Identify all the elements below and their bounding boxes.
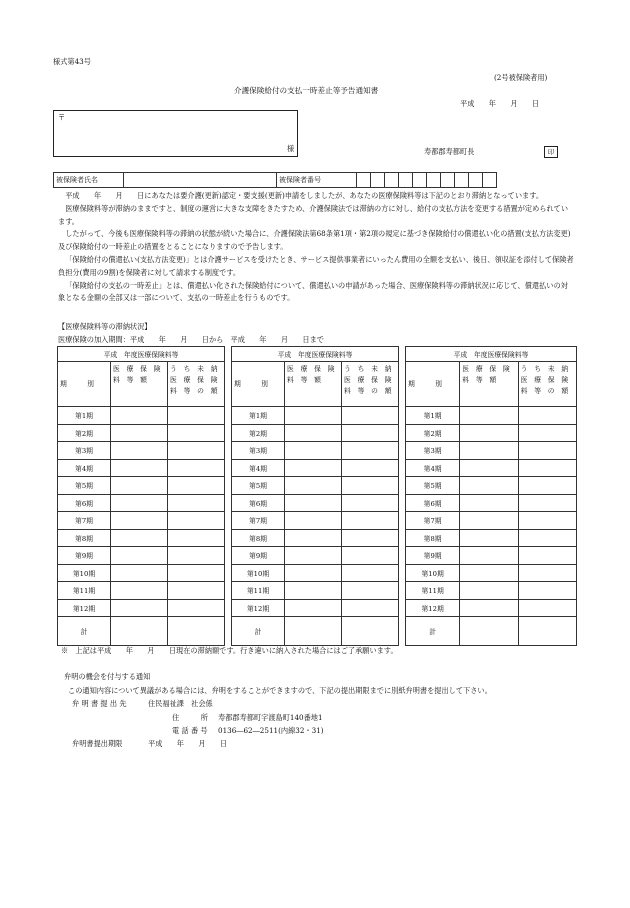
address-value: 寿都郡寿都町字渡島町140番地1 xyxy=(218,713,323,722)
premium-amount-cell[interactable] xyxy=(285,582,342,600)
period-label: 第7期 xyxy=(232,512,285,530)
total-row xyxy=(406,617,577,646)
unpaid-amount-cell[interactable] xyxy=(518,442,576,460)
unpaid-amount-cell[interactable] xyxy=(168,424,225,442)
period-column-header: 期 別 xyxy=(232,362,285,407)
premium-amount-column-header: 医 療 保 険 料 等 額 xyxy=(460,362,518,407)
premium-amount-column-header: 医 療 保 険 料 等 額 xyxy=(285,362,342,407)
honorific-sama: 様 xyxy=(287,144,295,153)
fiscal-year-header: 平成 年度医療保険料等 xyxy=(406,347,577,362)
unpaid-amount-cell[interactable] xyxy=(518,407,576,425)
insured-number-digit[interactable] xyxy=(385,173,399,188)
unpaid-amount-cell[interactable] xyxy=(518,459,576,477)
period-label: 第9期 xyxy=(232,547,285,565)
period-label: 第2期 xyxy=(232,424,285,442)
period-label: 第1期 xyxy=(232,407,285,425)
period-label: 第5期 xyxy=(58,477,111,495)
unpaid-amount-cell[interactable] xyxy=(168,512,225,530)
fiscal-year-header: 平成 年度医療保険料等 xyxy=(232,347,399,362)
unpaid-amount-column-header: う ち 未 納 医 療 保 険 料 等 の 額 xyxy=(518,362,576,407)
period-label: 第10期 xyxy=(58,564,111,582)
unpaid-amount-cell[interactable] xyxy=(518,512,576,530)
unpaid-amount-cell[interactable] xyxy=(342,407,399,425)
table-row xyxy=(406,599,577,617)
premium-amount-cell[interactable] xyxy=(460,547,518,565)
table-row xyxy=(232,582,399,600)
unpaid-amount-cell[interactable] xyxy=(342,564,399,582)
table-row xyxy=(232,477,399,495)
deadline-label: 弁明書提出期限 xyxy=(72,739,123,748)
body-paragraph: 「保険給付の支払の一時差止」とは、償還払い化された保険給付について、償還払いの申請があった場合、医療保険料等の滞納状況に応じて、償還払いの対象となる金額の全部又は一部について、支払の一時差止を行うものです。 xyxy=(58,280,568,303)
submission-destination-label: 弁 明 書 提 出 先 xyxy=(72,699,127,708)
deadline-value: 平成 年 月 日 xyxy=(148,739,228,748)
premium-history-table xyxy=(405,346,577,646)
period-label: 第3期 xyxy=(406,442,460,460)
phone-label: 電 話 番 号 xyxy=(172,726,208,735)
table-row xyxy=(406,424,577,442)
premium-amount-cell[interactable] xyxy=(460,564,518,582)
table-row xyxy=(232,547,399,565)
table-row xyxy=(58,477,225,495)
submission-destination-value: 住民福祉課 社会係 xyxy=(148,699,213,708)
explanation-text: この通知内容について異議がある場合には、弁明をすることができますので、下記の提出期限までに別紙弁明書を提出して下さい。 xyxy=(68,686,492,695)
premium-amount-cell[interactable] xyxy=(285,459,342,477)
premium-amount-cell[interactable] xyxy=(460,407,518,425)
premium-amount-cell[interactable] xyxy=(285,494,342,512)
premium-history-table xyxy=(57,346,225,646)
premium-amount-cell[interactable] xyxy=(111,599,168,617)
period-column-header: 期 別 xyxy=(58,362,111,407)
unpaid-amount-cell[interactable] xyxy=(342,547,399,565)
unpaid-amount-cell[interactable] xyxy=(518,477,576,495)
table-row xyxy=(58,599,225,617)
unpaid-amount-cell[interactable] xyxy=(518,564,576,582)
insured-number-digit[interactable] xyxy=(469,173,483,188)
period-label: 第8期 xyxy=(406,529,460,547)
premium-amount-cell[interactable] xyxy=(285,547,342,565)
period-label: 第12期 xyxy=(58,599,111,617)
premium-amount-cell[interactable] xyxy=(285,564,342,582)
insured-number-digit[interactable] xyxy=(427,173,441,188)
period-label: 第5期 xyxy=(406,477,460,495)
enrollment-period: 医療保険の加入期間：平成 年 月 日から 平成 年 月 日まで xyxy=(58,335,324,344)
premium-total-cell[interactable] xyxy=(460,617,518,646)
period-label: 第10期 xyxy=(406,564,460,582)
unpaid-amount-cell[interactable] xyxy=(342,477,399,495)
issuer-name: 寿都郡寿都町長 xyxy=(424,147,475,156)
premium-amount-cell[interactable] xyxy=(460,442,518,460)
period-label: 第1期 xyxy=(58,407,111,425)
unpaid-amount-cell[interactable] xyxy=(168,459,225,477)
premium-amount-cell[interactable] xyxy=(111,582,168,600)
unpaid-amount-cell[interactable] xyxy=(518,494,576,512)
insured-number-digit[interactable] xyxy=(357,173,371,188)
postal-mark: 〒 xyxy=(58,113,66,122)
table-row xyxy=(406,407,577,425)
unpaid-amount-cell[interactable] xyxy=(168,442,225,460)
table-row xyxy=(232,442,399,460)
unpaid-total-cell[interactable] xyxy=(342,617,399,646)
period-label: 第11期 xyxy=(58,582,111,600)
premium-amount-cell[interactable] xyxy=(285,442,342,460)
unpaid-amount-cell[interactable] xyxy=(342,459,399,477)
period-label: 第7期 xyxy=(58,512,111,530)
premium-amount-cell[interactable] xyxy=(460,494,518,512)
premium-amount-cell[interactable] xyxy=(285,407,342,425)
total-row xyxy=(232,617,399,646)
phone-value: 0136―62―2511(内線32・31) xyxy=(218,726,324,735)
address-box[interactable] xyxy=(53,110,298,157)
premium-amount-cell[interactable] xyxy=(460,477,518,495)
period-label: 第1期 xyxy=(406,407,460,425)
unpaid-amount-cell[interactable] xyxy=(518,547,576,565)
table-row xyxy=(58,512,225,530)
unpaid-amount-cell[interactable] xyxy=(342,582,399,600)
status-heading: 【医療保険料等の滞納状況】 xyxy=(58,322,152,331)
table-row xyxy=(58,459,225,477)
period-column-header: 期 別 xyxy=(406,362,460,407)
premium-amount-cell[interactable] xyxy=(460,459,518,477)
unpaid-amount-cell[interactable] xyxy=(342,442,399,460)
period-label: 第3期 xyxy=(232,442,285,460)
unpaid-amount-cell[interactable] xyxy=(342,512,399,530)
premium-amount-cell[interactable] xyxy=(460,424,518,442)
document-title: 介護保険給付の支払一時差止等予告通知書 xyxy=(234,86,379,95)
total-label: 計 xyxy=(406,617,460,646)
table-row xyxy=(58,547,225,565)
unpaid-amount-cell[interactable] xyxy=(168,564,225,582)
insured-number-digit[interactable] xyxy=(399,173,413,188)
period-label: 第4期 xyxy=(406,459,460,477)
period-label: 第8期 xyxy=(232,529,285,547)
table-row xyxy=(232,529,399,547)
balance-note: ※ 上記は平成 年 月 日現在の滞納額です。行き違いに納入された場合にはご了承願います。 xyxy=(61,646,398,655)
applies-to-label: (2号被保険者用) xyxy=(494,73,548,82)
body-paragraph: 医療保険料等が滞納のままですと、制度の運営に大きな支障をきたすため、介護保険法では滞納の方に対し、給付の支払方法を変更する措置が定められています。 xyxy=(58,203,569,226)
table-row xyxy=(232,459,399,477)
period-label: 第11期 xyxy=(406,582,460,600)
insured-number-digit[interactable] xyxy=(455,173,469,188)
insured-number-digit[interactable] xyxy=(371,173,385,188)
unpaid-amount-cell[interactable] xyxy=(518,599,576,617)
premium-amount-cell[interactable] xyxy=(111,529,168,547)
unpaid-amount-cell[interactable] xyxy=(518,582,576,600)
unpaid-total-cell[interactable] xyxy=(168,617,225,646)
period-label: 第9期 xyxy=(58,547,111,565)
table-row xyxy=(406,442,577,460)
premium-total-cell[interactable] xyxy=(111,617,168,646)
period-label: 第2期 xyxy=(406,424,460,442)
premium-amount-column-header: 医 療 保 険 料 等 額 xyxy=(111,362,168,407)
unpaid-amount-cell[interactable] xyxy=(168,494,225,512)
insured-name-label: 被保険者氏名 xyxy=(54,173,124,188)
unpaid-amount-cell[interactable] xyxy=(168,547,225,565)
table-row xyxy=(406,547,577,565)
premium-amount-cell[interactable] xyxy=(285,599,342,617)
total-label: 計 xyxy=(58,617,111,646)
insured-name-field[interactable] xyxy=(124,173,277,188)
total-label: 計 xyxy=(232,617,285,646)
period-label: 第10期 xyxy=(232,564,285,582)
period-label: 第4期 xyxy=(232,459,285,477)
form-number: 様式第43号 xyxy=(53,57,91,66)
premium-amount-cell[interactable] xyxy=(111,564,168,582)
unpaid-amount-cell[interactable] xyxy=(168,529,225,547)
unpaid-amount-cell[interactable] xyxy=(518,424,576,442)
period-label: 第7期 xyxy=(406,512,460,530)
premium-history-table xyxy=(231,346,399,646)
table-row xyxy=(232,512,399,530)
unpaid-amount-cell[interactable] xyxy=(168,582,225,600)
premium-amount-cell[interactable] xyxy=(460,582,518,600)
premium-amount-cell[interactable] xyxy=(111,424,168,442)
insured-number-digit[interactable] xyxy=(483,173,497,188)
period-label: 第6期 xyxy=(58,494,111,512)
seal-stamp: 印 xyxy=(544,146,558,158)
period-label: 第6期 xyxy=(232,494,285,512)
table-row xyxy=(232,564,399,582)
table-row xyxy=(232,424,399,442)
period-label: 第5期 xyxy=(232,477,285,495)
table-row xyxy=(58,442,225,460)
insured-number-digit[interactable] xyxy=(441,173,455,188)
body-paragraph: したがって、今後も医療保険料等の滞納の状態が続いた場合に、介護保険法第68条第1項・第2項の規定に基づき保険給付の償還払い化の措置(支払方法変更)及び保険給付の一時差止の措置をとることになりますので予告します。 xyxy=(58,229,571,252)
body-text xyxy=(58,190,574,305)
premium-amount-cell[interactable] xyxy=(460,599,518,617)
total-row xyxy=(58,617,225,646)
issue-date: 平成 年 月 日 xyxy=(460,99,540,108)
unpaid-amount-cell[interactable] xyxy=(342,424,399,442)
unpaid-amount-cell[interactable] xyxy=(342,529,399,547)
unpaid-amount-cell[interactable] xyxy=(168,599,225,617)
premium-total-cell[interactable] xyxy=(285,617,342,646)
unpaid-amount-column-header: う ち 未 納 医 療 保 険 料 等 の 額 xyxy=(342,362,399,407)
table-row xyxy=(58,407,225,425)
unpaid-amount-cell[interactable] xyxy=(168,477,225,495)
premium-amount-cell[interactable] xyxy=(285,529,342,547)
premium-amount-cell[interactable] xyxy=(111,442,168,460)
table-row xyxy=(232,407,399,425)
table-row xyxy=(406,529,577,547)
unpaid-amount-cell[interactable] xyxy=(518,529,576,547)
period-label: 第9期 xyxy=(406,547,460,565)
table-row xyxy=(406,494,577,512)
premium-amount-cell[interactable] xyxy=(111,547,168,565)
period-label: 第12期 xyxy=(406,599,460,617)
table-row xyxy=(58,582,225,600)
period-label: 第6期 xyxy=(406,494,460,512)
insured-number-digit[interactable] xyxy=(413,173,427,188)
table-row xyxy=(58,564,225,582)
table-row xyxy=(232,599,399,617)
table-row xyxy=(58,494,225,512)
period-label: 第4期 xyxy=(58,459,111,477)
unpaid-amount-cell[interactable] xyxy=(342,494,399,512)
fiscal-year-header: 平成 年度医療保険料等 xyxy=(58,347,225,362)
unpaid-amount-column-header: う ち 未 納 医 療 保 険 料 等 の 額 xyxy=(168,362,225,407)
unpaid-total-cell[interactable] xyxy=(518,617,576,646)
unpaid-amount-cell[interactable] xyxy=(342,599,399,617)
table-row xyxy=(406,582,577,600)
premium-amount-cell[interactable] xyxy=(285,477,342,495)
unpaid-amount-cell[interactable] xyxy=(168,407,225,425)
body-paragraph: 平成 年 月 日にあなたは要介護(更新)認定・要支援(更新)申請をしましたが、あなたの医療保険料等は下記のとおり滞納となっています。 xyxy=(65,191,544,200)
period-label: 第2期 xyxy=(58,424,111,442)
premium-amount-cell[interactable] xyxy=(285,512,342,530)
table-row xyxy=(406,564,577,582)
insured-number-label: 被保険者番号 xyxy=(277,173,357,188)
period-label: 第12期 xyxy=(232,599,285,617)
period-label: 第3期 xyxy=(58,442,111,460)
table-row xyxy=(58,529,225,547)
table-row xyxy=(406,459,577,477)
body-paragraph: 「保険給付の償還払い(支払方法変更)」とは介護サービスを受けたとき、サービス提供事業者にいったん費用の全額を支払い、後日、領収証を添付して保険者負担分(費用の9割)を保険者に対して請求する制度です。 xyxy=(58,254,574,277)
insured-info-strip xyxy=(53,172,497,188)
table-row xyxy=(406,512,577,530)
explanation-heading: 弁明の機会を付与する通知 xyxy=(64,672,151,681)
table-row xyxy=(58,424,225,442)
premium-amount-cell[interactable] xyxy=(111,407,168,425)
premium-amount-cell[interactable] xyxy=(111,459,168,477)
period-label: 第8期 xyxy=(58,529,111,547)
period-label: 第11期 xyxy=(232,582,285,600)
premium-amount-cell[interactable] xyxy=(111,494,168,512)
table-row xyxy=(406,477,577,495)
premium-amount-cell[interactable] xyxy=(460,512,518,530)
premium-amount-cell[interactable] xyxy=(111,477,168,495)
table-row xyxy=(232,494,399,512)
address-label: 住 所 xyxy=(172,713,208,722)
premium-amount-cell[interactable] xyxy=(111,512,168,530)
premium-amount-cell[interactable] xyxy=(460,529,518,547)
premium-amount-cell[interactable] xyxy=(285,424,342,442)
